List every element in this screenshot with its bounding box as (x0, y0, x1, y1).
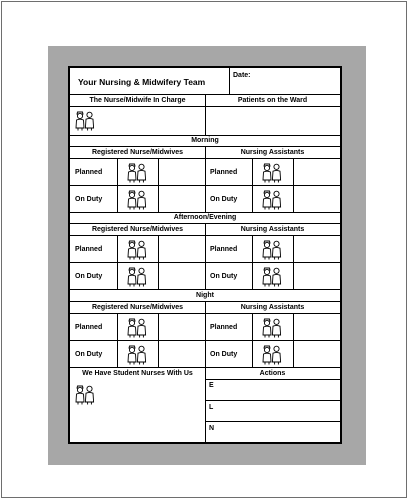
divider (293, 262, 294, 289)
on-duty-label: On Duty (75, 196, 103, 203)
patients-field[interactable] (207, 108, 338, 134)
two-nurses-icon (126, 316, 148, 338)
divider (117, 235, 118, 262)
two-nurses-icon (126, 343, 148, 365)
assistants-on-duty-count[interactable] (295, 263, 338, 288)
on-duty-label: On Duty (210, 196, 238, 203)
divider (117, 313, 118, 340)
divider (158, 262, 159, 289)
nurses-planned-count[interactable] (160, 314, 203, 339)
divider (293, 158, 294, 185)
divider (158, 313, 159, 340)
divider (293, 340, 294, 367)
divider (205, 400, 340, 401)
assistants-on-duty-count[interactable] (295, 186, 338, 211)
divider (70, 135, 340, 136)
in-charge-label: The Nurse/Midwife In Charge (89, 97, 186, 104)
on-duty-label: On Duty (210, 273, 238, 280)
action-row-label: E (209, 382, 214, 389)
assistants-planned-count[interactable] (295, 314, 338, 339)
shift-name: Afternoon/Evening (173, 214, 237, 221)
divider (117, 262, 118, 289)
two-nurses-icon (126, 238, 148, 260)
divider (70, 289, 340, 290)
divider (252, 235, 253, 262)
divider (293, 313, 294, 340)
students-label: We Have Student Nurses With Us (82, 370, 193, 377)
nurses-on-duty-count[interactable] (160, 341, 203, 366)
assistants-planned-count[interactable] (295, 159, 338, 184)
board-title: Your Nursing & Midwifery Team (78, 77, 206, 87)
divider (252, 340, 253, 367)
divider (70, 367, 340, 368)
planned-label: Planned (210, 169, 238, 176)
divider (252, 313, 253, 340)
planned-label: Planned (210, 246, 238, 253)
divider (158, 185, 159, 212)
patients-label: Patients on the Ward (237, 97, 308, 104)
two-nurses-icon (126, 188, 148, 210)
two-nurses-icon (261, 238, 283, 260)
action-row-label: L (209, 404, 214, 411)
on-duty-label: On Duty (75, 351, 103, 358)
divider (158, 235, 159, 262)
nursing-assistants-header: Nursing Assistants (240, 149, 305, 156)
divider (205, 421, 340, 422)
divider (205, 94, 206, 135)
divider (252, 262, 253, 289)
planned-label: Planned (210, 324, 238, 331)
planned-label: Planned (75, 169, 103, 176)
two-nurses-icon (261, 265, 283, 287)
on-duty-label: On Duty (75, 273, 103, 280)
on-duty-label: On Duty (210, 351, 238, 358)
two-nurses-icon (261, 316, 283, 338)
registered-nurses-header: Registered Nurse/Midwives (91, 304, 184, 311)
nurses-planned-count[interactable] (160, 159, 203, 184)
action-field-l[interactable] (218, 402, 338, 420)
action-row-label: N (209, 425, 215, 432)
two-nurses-icon (126, 265, 148, 287)
assistants-on-duty-count[interactable] (295, 341, 338, 366)
shift-name: Morning (191, 137, 219, 144)
registered-nurses-header: Registered Nurse/Midwives (91, 226, 184, 233)
planned-label: Planned (75, 246, 103, 253)
divider (117, 158, 118, 185)
action-field-e[interactable] (218, 381, 338, 399)
divider (252, 158, 253, 185)
nurses-on-duty-count[interactable] (160, 263, 203, 288)
divider (293, 185, 294, 212)
divider (117, 185, 118, 212)
nursing-assistants-header: Nursing Assistants (240, 226, 305, 233)
divider (293, 235, 294, 262)
actions-label: Actions (259, 370, 286, 377)
divider (158, 158, 159, 185)
students-field[interactable] (72, 380, 203, 440)
registered-nurses-header: Registered Nurse/Midwives (91, 149, 184, 156)
divider (70, 212, 340, 213)
divider (158, 340, 159, 367)
two-nurses-icon (261, 343, 283, 365)
action-field-n[interactable] (218, 423, 338, 441)
nurses-planned-count[interactable] (160, 236, 203, 261)
two-nurses-icon (261, 161, 283, 183)
nursing-assistants-header: Nursing Assistants (240, 304, 305, 311)
divider (229, 68, 230, 94)
date-field[interactable] (234, 79, 340, 91)
two-nurses-icon (261, 188, 283, 210)
staffing-board (68, 66, 342, 444)
planned-label: Planned (75, 324, 103, 331)
two-nurses-icon (126, 161, 148, 183)
assistants-planned-count[interactable] (295, 236, 338, 261)
shift-name: Night (196, 292, 214, 299)
nurses-on-duty-count[interactable] (160, 186, 203, 211)
date-label: Date: (233, 72, 251, 79)
two-nurses-icon (74, 109, 96, 131)
divider (117, 340, 118, 367)
divider (252, 185, 253, 212)
divider (205, 379, 340, 380)
